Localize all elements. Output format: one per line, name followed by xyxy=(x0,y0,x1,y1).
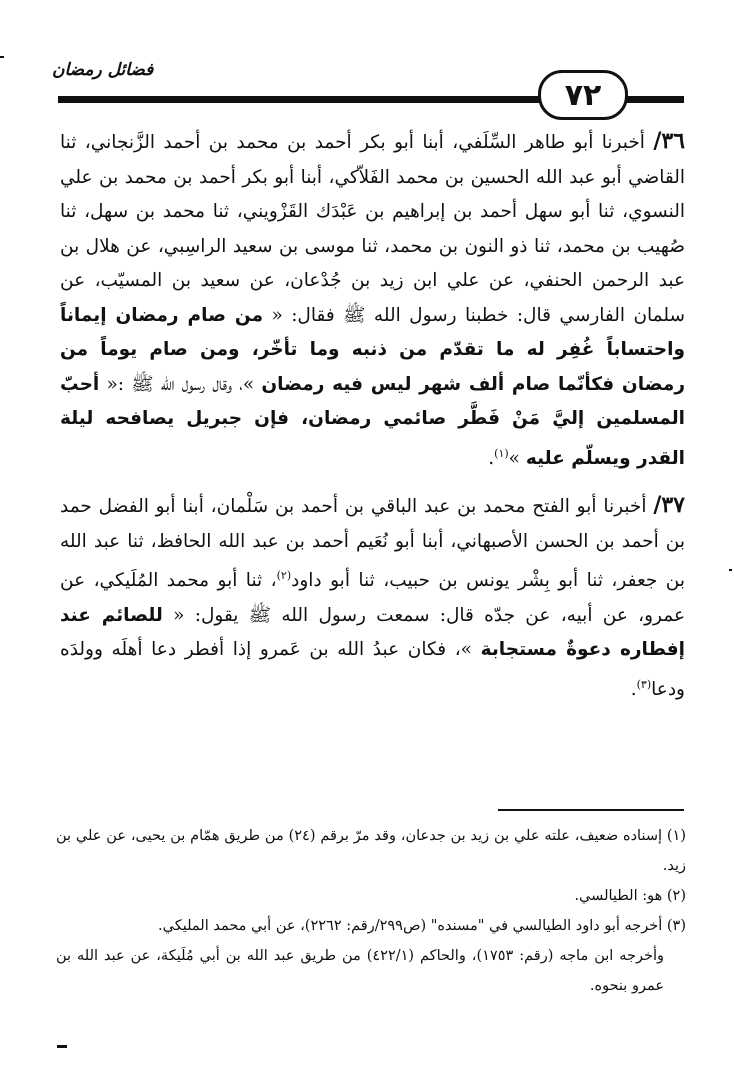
hadith-37-close: »، فكان عبدُ الله بن عَمرو إذا أفطر دعا أهلَه وولدَه ودعا xyxy=(60,639,685,700)
scan-edge-mark-middle xyxy=(729,569,732,571)
running-header-title: فضائل رمضان xyxy=(52,60,154,80)
hadith-37-end: . xyxy=(630,678,637,700)
footnotes xyxy=(56,821,686,1001)
hadith-37-isnad: أخبرنا أبو الفتح محمد بن عبد الباقي بن أحمد بن سَلْمان، أبنا أبو الفضل حمد بن أحمد بن الحسن الأصبهاني، أبنا أبو نُعَيم أحمد بن عبد الله الحافظ، ثنا عبد الله بن جعفر، ثنا أبو بِشْر يونس بن حبيب، ثنا أبو داود xyxy=(60,496,685,592)
hadith-36-number: ٣٦/ xyxy=(653,128,685,154)
footnote-ref-2: (٢) xyxy=(276,569,292,583)
hadith-36 xyxy=(60,124,685,476)
footnote-ref-1: (١) xyxy=(494,446,509,460)
footnote-separator xyxy=(498,809,684,811)
footnote-3-continued: وأخرجه ابن ماجه (رقم: ١٧٥٣)، والحاكم (٤٢٢/١) من طريق عبد الله بن أبي مُلَيكة، عن عبد الله بن عمرو بنحوه. xyxy=(56,948,664,994)
page-number: ٧٢ xyxy=(538,70,628,120)
scan-edge-mark-bottom xyxy=(57,1045,67,1048)
hadith-37-isnad-cont: ، ثنا أبو محمد المُلَيكي، عن عمرو، عن أبيه، عن جدّه قال: سمعت رسول الله ﷺ يقول: « xyxy=(60,570,685,626)
hadith-36-connector: »، وقال رسول الله ﷺ :« xyxy=(99,373,262,395)
footnote-1: (١) إسناده ضعيف، علته علي بن زيد بن جدعان، وقد مرّ برقم (٢٤) من طريق همّام بن يحيى، عن علي بن زيد. xyxy=(56,828,687,874)
hadith-36-isnad: أخبرنا أبو طاهر السِّلَفي، أبنا أبو بكر أحمد بن محمد بن أحمد الزَّنجاني، ثنا القاضي أبو عبد الله الحسين بن محمد الفَلاّكي، أبنا أبو بكر أحمد بن محمد بن علي النسوي، ثنا أبو سهل أحمد بن إبراهيم بن عَبْدَك القَزْويني، ثنا محمد بن سهل، ثنا صُهيب بن محمد، ثنا ذو النون بن محمد، ثنا موسى بن سعيد الراسِبي، عن هلال بن عبد الرحمن الحنفي، عن علي ابن زيد بن جُدْعان، عن سعيد بن المسيّب، عن سلمان الفارسي قال: خطبنا رسول الله ﷺ فقال: « xyxy=(60,132,685,326)
scan-edge-mark-top xyxy=(0,56,4,58)
hadith-37-quote: للصائم عند إفطاره دعوةٌ مستجابة xyxy=(60,604,685,661)
hadith-36-end: . xyxy=(488,447,495,469)
footnote-2: (٢) هو: الطيالسي. xyxy=(574,888,686,904)
hadith-36-close: » xyxy=(508,447,526,469)
hadith-36-quote-1: من صام رمضان إيماناً واحتساباً غُفِر له ما تقدّم من ذنبه وما تأخّر، ومن صام يوماً من رمضان فكأنّما صام ألف شهر ليس فيه رمضان xyxy=(60,304,685,395)
footnote-3: (٣) أخرجه أبو داود الطيالسي في "مسنده" (ص٢٩٩/رقم: ٢٢٦٢)، عن أبي محمد المليكي. xyxy=(158,918,686,934)
hadith-37-number: ٣٧/ xyxy=(653,492,685,519)
hadith-36-quote-2: أحبّ المسلمين إليَّ مَنْ فَطَّر صائمي رمضان، فإن جبريل يصافحه ليلة القدر ويسلّم عليه xyxy=(60,373,685,469)
footnote-ref-3: (٣) xyxy=(636,677,652,691)
hadith-37 xyxy=(60,488,685,707)
main-text xyxy=(60,124,685,707)
